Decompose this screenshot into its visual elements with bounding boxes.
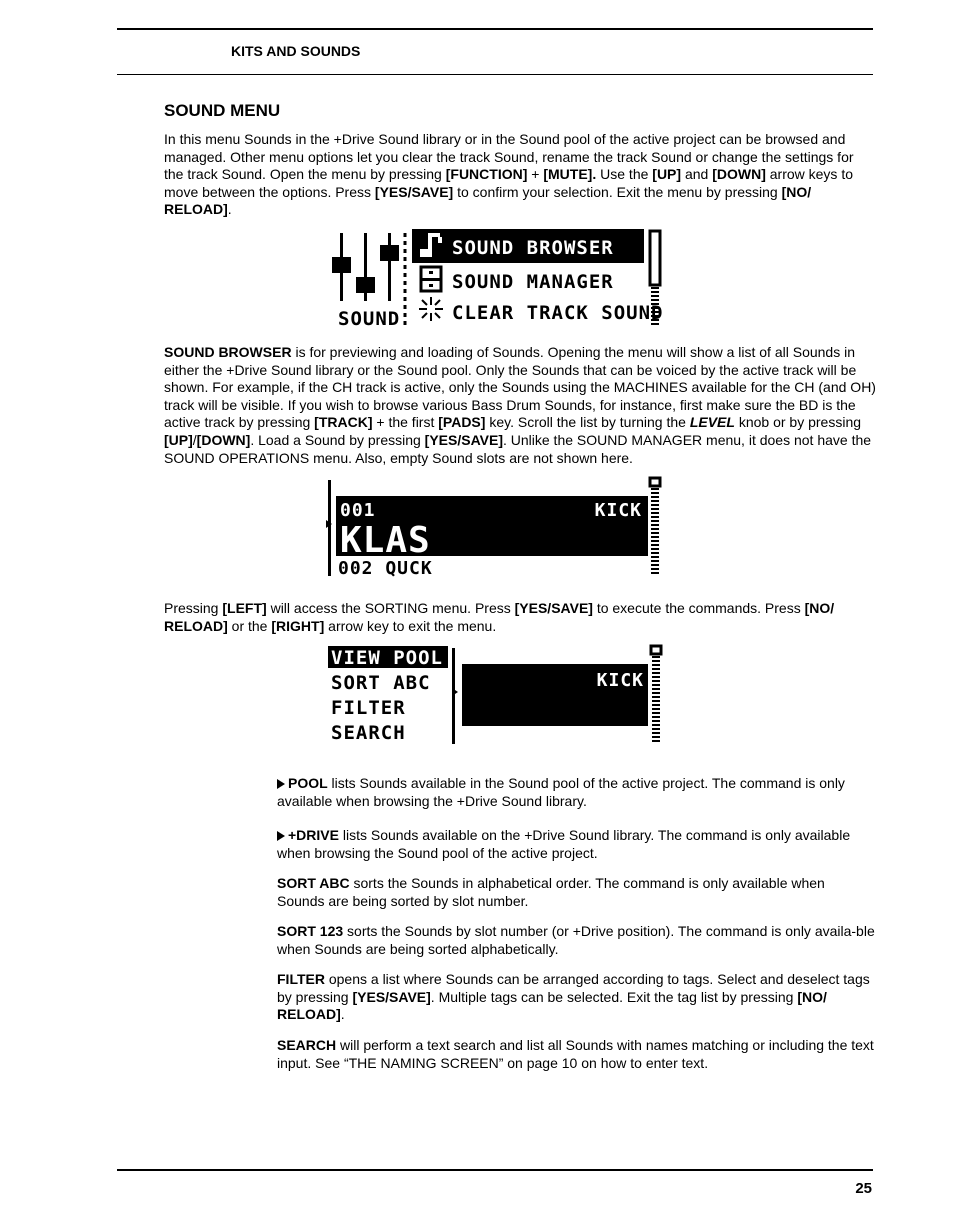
header-rule-bottom (117, 74, 873, 75)
screen3-item-1: VIEW POOL (331, 647, 443, 669)
intro-run: to confirm your selection. Exit the menu by pressing (453, 183, 782, 200)
option-drive (277, 827, 875, 862)
scrollbar (651, 646, 661, 744)
option-text: will perform a text search and list all Sounds with names matching or including the text input. See “THE NAMING SCREEN” on page 10 on how to enter text. (277, 1037, 874, 1071)
sorting_para-run: [LEFT] (222, 600, 267, 616)
browser_para-run: [DOWN] (196, 431, 251, 448)
browser_para-run: + the first (372, 414, 439, 431)
arrow-right-icon (277, 831, 285, 841)
browser_para-run: . Unlike the SOUND MANAGER menu, it does not have the SOUND OPERATIONS menu. Also, empty Sound slots are not shown here. (164, 431, 872, 466)
sorting_para-run: [RIGHT] (271, 617, 325, 634)
sorting_para-run: will access the SORTING menu. Press (266, 600, 515, 616)
intro-run: [UP] (652, 166, 682, 183)
browser_para-run: / (192, 431, 197, 448)
sound-browser-screen (324, 476, 668, 578)
option-sort-123 (277, 923, 875, 958)
browser_para-run: [TRACK] (314, 414, 373, 431)
screen3-item-3: FILTER (331, 697, 406, 719)
header-title: KITS AND SOUNDS (231, 43, 361, 59)
option-text: opens a list where Sounds can be arranged according to tags. Select and deselect tags by pressing [YES/SAVE]. Multiple tags can be selected. Exit the tag list by pressing [NO/ RELOAD]. (277, 971, 870, 1023)
intro-run: [NO/ RELOAD] (164, 183, 812, 218)
screen1-label: SOUND (338, 308, 401, 330)
scrollbar (650, 478, 660, 576)
fader-icon (332, 233, 399, 301)
section-title: SOUND MENU (164, 101, 281, 120)
browser-paragraph (164, 344, 876, 467)
intro-run: [MUTE]. (543, 166, 597, 183)
browser_para-run: [YES/SAVE] (424, 431, 503, 448)
option-term: POOL (288, 775, 328, 791)
screen1-item-1: SOUND BROWSER (452, 237, 614, 259)
screen2-name: KLAS (340, 520, 431, 561)
intro-run: [YES/SAVE] (374, 183, 454, 200)
intro-run: . (227, 201, 232, 218)
option-search (277, 1037, 875, 1072)
option-filter (277, 971, 875, 1024)
screen1-item-2: SOUND MANAGER (452, 271, 614, 293)
option-text: lists Sounds available on the +Drive Sound library. The command is only available when browsing the Sound pool of the active project. (277, 827, 851, 861)
intro-run: and (681, 166, 713, 183)
screen2-tag: KICK (594, 500, 642, 521)
sound-menu-screen (328, 227, 668, 331)
scrollbar (650, 231, 660, 327)
screen3-item-2: SORT ABC (331, 672, 431, 694)
page-number: 25 (855, 1180, 872, 1197)
option-sort-abc (277, 875, 875, 910)
sorting_para-run: to execute the commands. Press (592, 600, 805, 616)
intro-run: In this menu Sounds in the +Drive Sound library or in the Sound pool of the active project can be browsed and managed. Other menu options let you clear the track Sound, rename the track Sound or change the settings for the track Sound. Open the menu by pressing (164, 131, 854, 183)
sorting_para-run: Pressing (164, 600, 223, 616)
browser_para-run: . Load a Sound by pressing (250, 431, 425, 448)
list-icon (421, 267, 441, 291)
option-term: +DRIVE (288, 827, 339, 843)
screen2-slot: 001 (340, 500, 376, 521)
option-text: sorts the Sounds in alphabetical order. The command is only available when Sounds are being sorted by slot number. (277, 875, 825, 909)
browser_para-run: SOUND BROWSER (164, 344, 292, 360)
sorting_para-run: [NO/ RELOAD] (164, 600, 835, 634)
option-term: FILTER (277, 971, 325, 987)
intro-run: + (527, 166, 544, 183)
option-text: sorts the Sounds by slot number (or +Drive position). The command is only availa-ble when Sounds are being sorted alphabetically. (277, 923, 875, 957)
sorting-menu-screen (326, 644, 668, 748)
screen2-next: 002 QUCK (338, 558, 433, 578)
browser_para-run: is for previewing and loading of Sounds. Opening the menu will show a list of all Sounds in either the +Drive Sound library or the Sound pool. Only the Sounds that can be voiced by the active track will be shown. For example, if the CH track is active, only the Sounds using the MACHINES available for the CH (and OH) track will be visible. If you wish to browse various Bass Drum Sounds, for instance, first make sure the BD is the active track by pressing (164, 344, 876, 431)
screen1-item-3: CLEAR TRACK SOUND (452, 302, 664, 324)
intro-run: [FUNCTION] (445, 166, 528, 183)
option-term: SORT 123 (277, 923, 344, 939)
sorting_para-run: arrow key to exit the menu. (324, 617, 497, 634)
option-pool (277, 775, 875, 810)
sorting_para-run: or the (227, 617, 272, 634)
arrow-right-icon (277, 779, 285, 789)
option-term: SORT ABC (277, 875, 350, 891)
browser_para-run: LEVEL (689, 414, 735, 431)
intro-paragraph (164, 131, 876, 219)
footer-rule (117, 1169, 873, 1171)
intro-run: [DOWN] (712, 166, 766, 183)
clear-icon (419, 297, 443, 321)
screen3-item-4: SEARCH (331, 722, 406, 744)
browser_para-run: knob or by pressing (734, 414, 862, 431)
intro-run: Use the (596, 166, 653, 183)
option-term: SEARCH (277, 1037, 337, 1053)
header-rule-top (117, 28, 873, 30)
sorting_para-run: [YES/SAVE] (514, 600, 593, 616)
intro-run: arrow keys to move between the options. Press (164, 166, 853, 200)
sorting-paragraph (164, 600, 876, 635)
screen3-tag: KICK (596, 670, 644, 691)
option-text: lists Sounds available in the Sound pool of the active project. The command is only available when browsing the +Drive Sound library. (277, 775, 845, 809)
browser_para-run: [UP] (164, 431, 193, 448)
browser_para-run: key. Scroll the list by turning the (485, 414, 690, 431)
browser_para-run: [PADS] (438, 414, 486, 431)
